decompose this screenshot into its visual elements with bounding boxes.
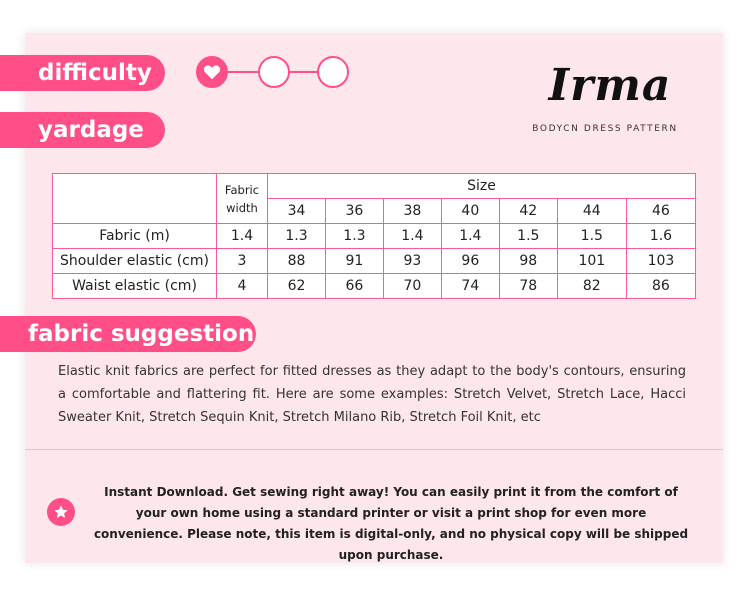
- value-cell: 1.3: [325, 224, 383, 249]
- value-cell: 62: [268, 274, 326, 299]
- yardage-table: [52, 173, 696, 299]
- table-row: [53, 274, 696, 299]
- rating-connector: [224, 71, 260, 73]
- star-badge: [47, 498, 75, 526]
- row-label: Fabric (m): [53, 224, 217, 249]
- value-cell: 91: [325, 249, 383, 274]
- difficulty-rating: [196, 56, 351, 88]
- value-cell: 103: [626, 249, 695, 274]
- width-cell: 1.4: [217, 224, 268, 249]
- brand-subtitle: BODYCN DRESS PATTERN: [532, 124, 678, 134]
- value-cell: 96: [441, 249, 499, 274]
- width-cell: 4: [217, 274, 268, 299]
- value-cell: 82: [557, 274, 626, 299]
- heart-icon: [203, 64, 221, 80]
- value-cell: 1.4: [383, 224, 441, 249]
- value-cell: 93: [383, 249, 441, 274]
- value-cell: 66: [325, 274, 383, 299]
- size-cell: 38: [383, 199, 441, 224]
- value-cell: 1.5: [499, 224, 557, 249]
- size-cell: 40: [441, 199, 499, 224]
- fabric-suggestion-label: fabric suggestion: [0, 316, 256, 352]
- value-cell: 86: [626, 274, 695, 299]
- size-cell: 34: [268, 199, 326, 224]
- difficulty-label: difficulty: [0, 55, 165, 91]
- value-cell: 1.3: [268, 224, 326, 249]
- row-label: Shoulder elastic (cm): [53, 249, 217, 274]
- star-icon: [53, 504, 69, 520]
- size-cell: 42: [499, 199, 557, 224]
- table-corner: [53, 174, 217, 224]
- value-cell: 88: [268, 249, 326, 274]
- rating-step-empty: [317, 56, 349, 88]
- brand-logo: Irma: [548, 60, 672, 111]
- download-note: Instant Download. Get sewing right away! You can easily print it from the comfort of your own home using a standard printer or visit a print shop for even more convenience. Please note, this item is digital-only, and no physical copy will be shipped upon purchase.: [93, 485, 689, 562]
- value-cell: 74: [441, 274, 499, 299]
- size-header: Size: [268, 174, 696, 199]
- row-label: Waist elastic (cm): [53, 274, 217, 299]
- rating-step-empty: [258, 56, 290, 88]
- fabric-width-header: Fabric width: [217, 174, 268, 224]
- yardage-label: yardage: [0, 112, 165, 148]
- section-divider: [25, 449, 723, 450]
- value-cell: 1.5: [557, 224, 626, 249]
- value-cell: 98: [499, 249, 557, 274]
- value-cell: 101: [557, 249, 626, 274]
- value-cell: 78: [499, 274, 557, 299]
- fabric-suggestion-text: Elastic knit fabrics are perfect for fitted dresses as they adapt to the body's contours, ensuring a comfortable and flattering fit. Here are some examples: Stretch Velvet, Stretch Lace, Hacci Sweater Knit, Stretch Sequin Knit, Stretch Milano Rib, Stretch Foil Knit, etc: [58, 364, 686, 425]
- table-row: [53, 224, 696, 249]
- size-cell: 46: [626, 199, 695, 224]
- rating-step-filled: [196, 56, 228, 88]
- width-cell: 3: [217, 249, 268, 274]
- table-row: [53, 249, 696, 274]
- value-cell: 1.4: [441, 224, 499, 249]
- size-cell: 36: [325, 199, 383, 224]
- value-cell: 1.6: [626, 224, 695, 249]
- size-cell: 44: [557, 199, 626, 224]
- value-cell: 70: [383, 274, 441, 299]
- rating-connector: [288, 71, 320, 73]
